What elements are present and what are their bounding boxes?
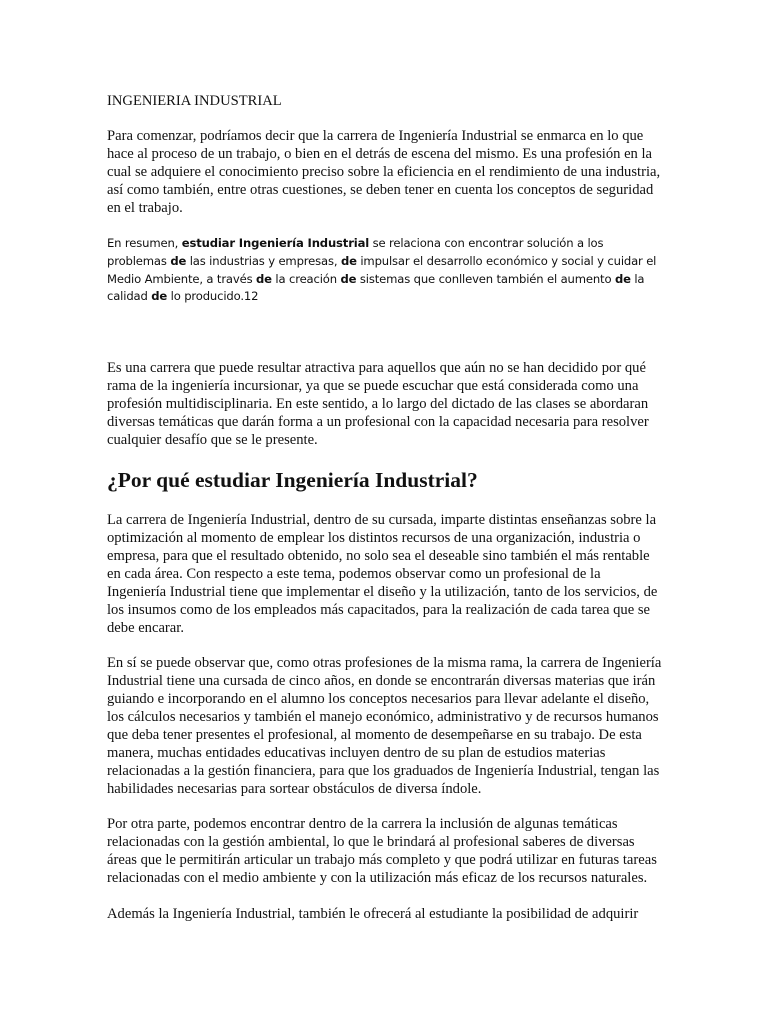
paragraph-environmental: Por otra parte, podemos encontrar dentro de la carrera la inclusión de algunas temáticas relacionadas con la gestión ambiental, lo que le brindará al profesional saberes de diversas áreas que le permitirán articular un trabajo más completo y que podrá utilizar en futuras tareas relacionadas con el medio ambiente y con la utilización más eficaz de los recursos naturales. [107,816,657,886]
paragraph-additional: Además la Ingeniería Industrial, también le ofrecerá al estudiante la posibilidad de adquirir [107,906,639,922]
paragraph-curriculum: En sí se puede observar que, como otras profesiones de la misma rama, la carrera de Ingeniería Industrial tiene una cursada de cinco años, en donde se encontrarán diversas materias que irán guiando e incorporando en el alumno los conceptos necesarios para llevar adelante el diseño, los cálculos necesarios y también el manejo económico, administrativo y de recursos humanos que deba tener presentes el profesional, al momento de desempeñarse en su trabajo. De esta manera, muchas entidades educativas incluyen dentro de su plan de estudios materias relacionadas a la gestión financiera, para que los graduados de Ingeniería Industrial, tengan las habilidades necesarias para sortear obstáculos de diversa índole. [107,655,662,797]
paragraph-attractive-career: Es una carrera que puede resultar atractiva para aquellos que aún no se han decidido por qué rama de la ingeniería incursionar, ya que se puede escuchar que está considerada como una profesión multidisciplinaria. En este sentido, a lo largo del dictado de las clases se abordaran diversas temáticas que darán forma a un profesional con la capacidad necesaria para resolver cualquier desafío que se le presente. [107,360,649,448]
paragraph-intro: Para comenzar, podríamos decir que la carrera de Ingeniería Industrial se enmarca en lo que hace al proceso de un trabajo, o bien en el detrás de escena del mismo. Es una profesión en la cual se adquiere el conocimiento preciso sobre la eficiencia en el rendimiento de una industria, así como también, entre otras cuestiones, se deben tener en cuenta los conceptos de seguridad en el trabajo. [107,128,661,216]
section-heading: ¿Por qué estudiar Ingeniería Industrial? [107,468,478,492]
document-title: INGENIERIA INDUSTRIAL [107,93,282,109]
paragraph-summary: En resumen, estudiar Ingeniería Industrial se relaciona con encontrar solución a los problemas de las industrias y empresas, de impulsar el desarrollo económico y social y cuidar el Medio Ambiente, a través de la creación de sistemas que conlleven también el aumento de la calidad de lo producido.12 [107,236,657,304]
paragraph-optimization: La carrera de Ingeniería Industrial, dentro de su cursada, imparte distintas enseñanzas sobre la optimización al momento de emplear los distintos recursos de una organización, industria o empresa, para que el resultado obtenido, no solo sea el deseable sino también el más rentable en cada área. Con respecto a este tema, podemos observar como un profesional de la Ingeniería Industrial tiene que implementar el diseño y la utilización, tanto de los servicios, de los insumos como de los empleados más capacitados, para la realización de cada tarea que se debe encarar. [107,512,658,636]
